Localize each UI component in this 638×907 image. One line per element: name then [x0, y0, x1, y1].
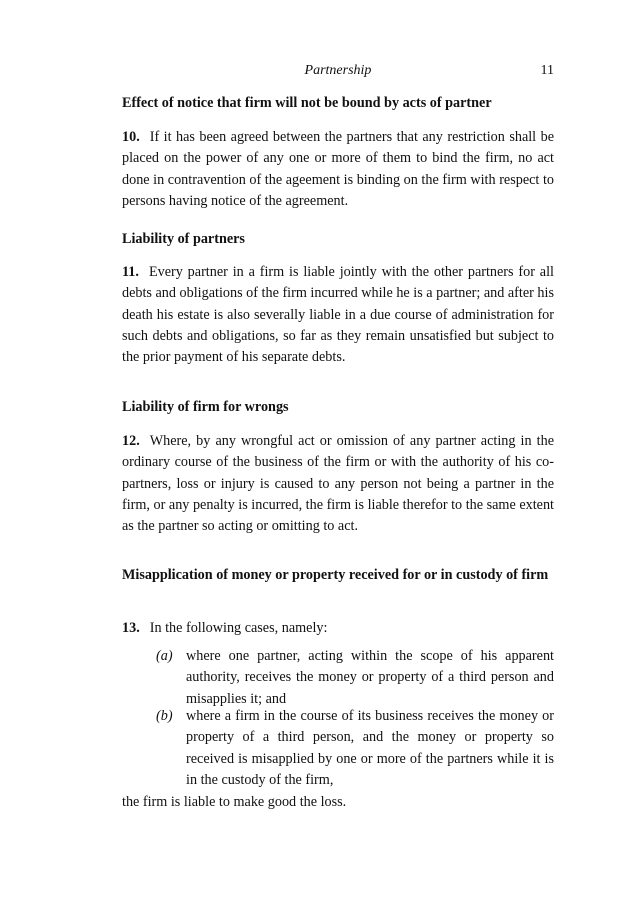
section-closing: the firm is liable to make good the loss.	[122, 794, 347, 810]
page-number: 11	[540, 63, 554, 78]
section-text: If it has been agreed between the partners that any restriction shall be placed on the power of any one or more of them to bind the firm, no act done in contravention of the ageement is binding on the firm with respect to persons having notice of the agreement.	[122, 129, 554, 209]
section-text: In the following cases, namely:	[149, 620, 328, 636]
section-paragraph	[122, 618, 554, 639]
section-paragraph	[122, 431, 554, 537]
list-item	[156, 706, 554, 791]
section-number: 12.	[122, 433, 140, 449]
section-number: 11.	[122, 264, 139, 280]
section-text: Every partner in a firm is liable jointly with the other partners for all debts and obligations of the firm incurred while he is a partner; and after his death his estate is also severally liable in a due course of administration for such debts and obligations, so far as they remain unsatisfied but subject to the prior payment of his separate debts.	[122, 264, 554, 366]
section-paragraph	[122, 262, 554, 368]
list-item-label: (b)	[156, 708, 173, 724]
running-head	[122, 63, 554, 83]
section-heading: Liability of partners	[122, 231, 245, 247]
list-item-label: (a)	[156, 648, 173, 664]
list-item	[156, 646, 554, 710]
section-heading: Misapplication of money or property received for or in custody of firm	[122, 567, 549, 583]
section-number: 13.	[122, 620, 140, 636]
running-title: Partnership	[304, 63, 372, 78]
section-heading: Effect of notice that firm will not be bound by acts of partner	[122, 95, 492, 111]
section-text: Where, by any wrongful act or omission of any partner acting in the ordinary course of the business of the firm or with the authority of his co-partners, loss or injury is caused to any person not being a partner in the firm, or any penalty is incurred, the firm is liable therefor to the same extent as the partner so acting or omitting to act.	[122, 433, 554, 535]
section-heading: Liability of firm for wrongs	[122, 399, 289, 415]
list-item-text: where a firm in the course of its business receives the money or property of a third person, and the money or property so received is misapplied by one or more of the partners while it is in the custody of the firm,	[186, 708, 554, 788]
list-item-text: where one partner, acting within the scope of his apparent authority, receives the money or property of a third person and misapplies it; and	[186, 648, 554, 707]
section-number: 10.	[122, 129, 140, 145]
section-paragraph	[122, 127, 554, 212]
